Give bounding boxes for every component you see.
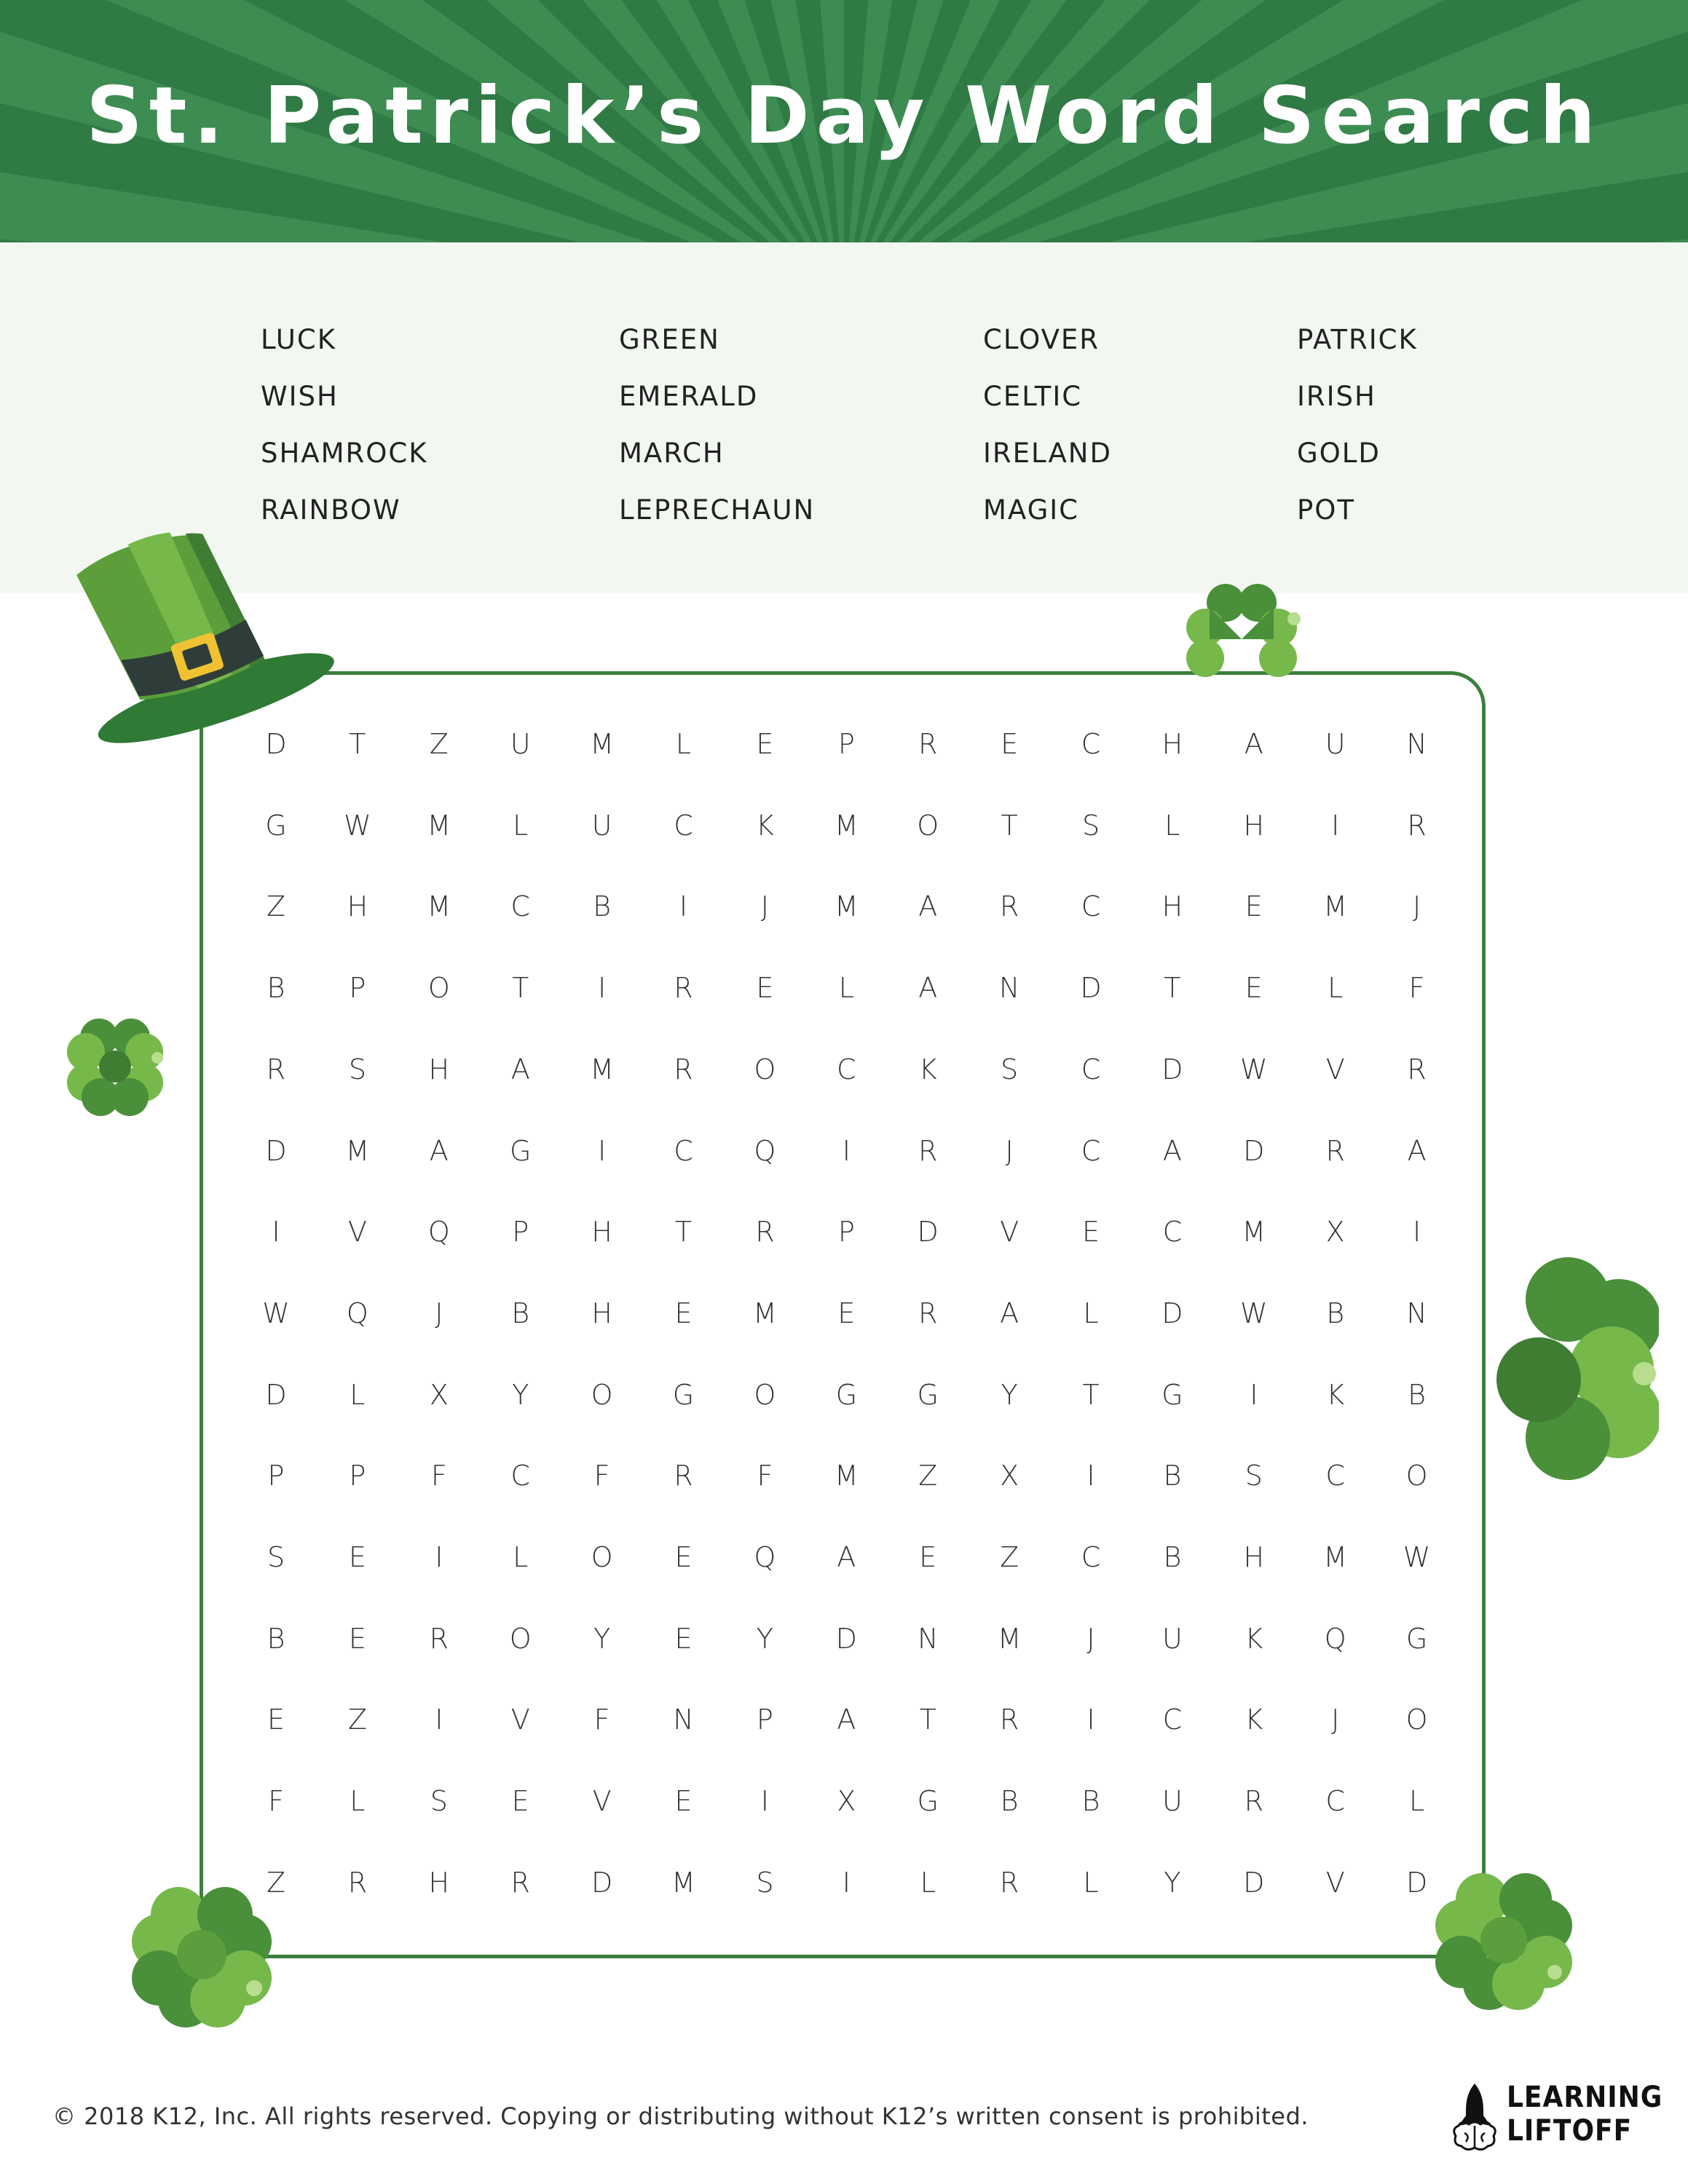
grid-letter: O [1405,1704,1428,1736]
grid-letter: R [918,1134,938,1167]
grid-letter: W [1403,1541,1431,1573]
grid-letter: S [1081,809,1100,842]
grid-letter: H [1243,1541,1265,1573]
grid-letter: H [591,1216,612,1249]
grid-letter: I [679,890,688,923]
word-column-2 [619,312,815,539]
grid-letter: H [1162,890,1183,923]
grid-letter: D [1162,1297,1183,1329]
grid-letter: D [835,1622,857,1655]
grid-letter: C [837,1053,856,1085]
grid-letter: B [267,1622,285,1655]
clover-icon [1165,568,1318,677]
grid-letter: O [591,1378,613,1411]
grid-letter: S [430,1785,448,1818]
grid-letter: E [837,1297,856,1329]
grid-letter: C [1081,890,1101,923]
grid-letter: U [510,728,531,760]
clover-icon [57,1008,173,1125]
grid-letter: E [919,1541,937,1573]
grid-letter: S [756,1866,774,1899]
grid-letter: F [268,1785,284,1818]
grid-letter: D [265,1378,287,1411]
grid-letter: I [435,1704,443,1736]
grid-letter: B [511,1297,530,1329]
grid-letter: Q [427,1216,450,1249]
grid-letter: U [1162,1622,1183,1655]
grid-letter: M [834,890,859,923]
grid-letter: E [1245,890,1263,923]
grid-letter: R [1244,1785,1263,1818]
grid-letter: T [1001,809,1018,842]
grid-letter: D [1162,1053,1183,1085]
grid-letter: E [348,1541,366,1573]
grid-letter: M [590,728,614,760]
grid-letter: U [1162,1785,1183,1818]
grid-letter: S [348,1053,366,1085]
grid-letter: C [1162,1704,1183,1736]
grid-letter: M [427,890,451,923]
grid-letter: M [834,809,859,842]
grid-letter: P [349,1460,366,1492]
grid-letter: Q [1324,1622,1346,1655]
grid-letter: S [267,1541,285,1573]
clover-icon [125,1878,278,2031]
grid-letter: P [512,1216,529,1249]
grid-letter: A [1407,1134,1427,1167]
word-column-1 [261,312,427,539]
word-item: IRISH [1297,381,1376,412]
grid-letter: G [1405,1622,1428,1655]
grid-letter: E [348,1622,366,1655]
brand-line-1: LEARNING [1507,2081,1663,2114]
grid-letter: J [1086,1622,1095,1655]
grid-letter: I [272,1216,280,1249]
grid-letter: G [1162,1378,1183,1411]
grid-letter: K [1326,1378,1345,1411]
grid-letter: V [510,1704,530,1736]
grid-letter: L [1083,1866,1099,1899]
grid-letter: R [674,1460,693,1492]
grid-letter: G [835,1378,858,1411]
grid-letter: I [760,1785,769,1818]
grid-letter: R [1325,1134,1345,1167]
word-column-4 [1297,312,1418,539]
grid-letter: R [755,1216,775,1249]
word-item: CLOVER [983,324,1100,355]
grid-letter: F [1408,972,1425,1005]
grid-letter: N [917,1622,939,1655]
grid-letter: R [510,1866,530,1899]
grid-letter: Z [1000,1541,1019,1573]
grid-letter: H [347,890,368,923]
grid-letter: I [842,1866,851,1899]
grid-letter: D [1405,1866,1428,1899]
grid-letter: T [1082,1378,1100,1411]
grid-letter: A [918,890,938,923]
grid-letter: R [674,972,693,1005]
grid-letter: E [756,972,774,1005]
brand-wordmark [1507,2081,1663,2148]
grid-letter: Q [346,1297,368,1329]
grid-letter: B [1163,1460,1182,1492]
grid-letter: A [837,1704,856,1736]
grid-letter: L [350,1785,366,1818]
grid-letter: N [1406,1297,1427,1329]
grid-letter: I [1412,1216,1421,1249]
grid-letter: R [674,1053,693,1085]
grid-letter: H [591,1297,612,1329]
grid-letter: E [1081,1216,1100,1249]
grid-letter: N [1406,728,1427,760]
grid-letter: M [345,1134,370,1167]
grid-letter: A [918,972,938,1005]
grid-letter: I [842,1134,851,1167]
grid-letter: I [435,1541,443,1573]
grid-letter: P [837,728,855,760]
grid-letter: C [1325,1460,1345,1492]
grid-letter: F [593,1460,610,1492]
grid-letter: C [1162,1216,1183,1249]
grid-letter: I [597,1134,607,1167]
grid-letter: O [591,1541,613,1573]
grid-letter: L [838,972,854,1005]
grid-letter: L [513,1541,529,1573]
grid-letter: J [1412,890,1421,923]
grid-letter: R [1407,809,1427,842]
word-item: EMERALD [619,381,759,412]
grid-letter: D [1243,1866,1265,1899]
grid-letter: L [1083,1297,1099,1329]
grid-letter: P [756,1704,773,1736]
grid-letter: I [1331,809,1340,842]
grid-letter: D [265,728,287,760]
grid-letter: H [428,1053,450,1085]
grid-letter: B [267,972,285,1005]
grid-letter: O [754,1378,776,1411]
grid-letter: O [917,809,939,842]
grid-letter: C [674,809,693,842]
grid-letter: V [1000,1216,1019,1249]
grid-letter: Y [756,1622,773,1655]
grid-letter: M [1323,890,1348,923]
grid-letter: Y [1164,1866,1181,1899]
grid-letter: A [429,1134,449,1167]
header-banner [0,0,1688,242]
grid-letter: L [920,1866,936,1899]
page-title: St. Patrick’s Day Word Search [86,71,1602,162]
grid-letter: Q [754,1134,776,1167]
grid-letter: K [1245,1704,1263,1736]
grid-letter: K [918,1053,937,1085]
word-item: CELTIC [983,381,1083,412]
grid-letter: D [1080,972,1102,1005]
grid-letter: T [674,1216,693,1249]
word-item: SHAMROCK [261,438,428,469]
grid-letter: I [1086,1460,1095,1492]
grid-letter: R [918,1297,938,1329]
grid-letter: L [513,809,529,842]
grid-letter: C [1081,1134,1101,1167]
grid-letter: C [1081,1053,1101,1085]
word-item: MAGIC [983,494,1080,526]
grid-letter: C [1081,728,1101,760]
grid-letter: A [510,1053,530,1085]
grid-letter: M [671,1866,695,1899]
grid-letter: E [511,1785,529,1818]
word-item: PATRICK [1297,324,1418,355]
grid-letter: M [834,1460,859,1492]
grid-letter: I [1250,1378,1258,1411]
grid-letter: M [1242,1216,1266,1249]
grid-letter: J [1005,1134,1014,1167]
grid-letter: Q [754,1541,776,1573]
grid-letter: D [917,1216,939,1249]
grid-letter: X [1000,1460,1019,1492]
grid-letter: V [1325,1053,1345,1085]
copyright-notice: © 2018 K12, Inc. All rights reserved. Copying or distributing without K12’s written consent is prohibited. [52,2102,1309,2130]
grid-letter: R [347,1866,368,1899]
grid-letter: V [592,1785,612,1818]
grid-letter: G [917,1378,939,1411]
word-item: WISH [261,381,339,412]
grid-letter: M [590,1053,614,1085]
grid-letter: D [591,1866,613,1899]
grid-letter: R [999,1704,1019,1736]
grid-letter: S [1001,1053,1019,1085]
grid-letter: X [837,1785,856,1818]
grid-letter: R [999,890,1019,923]
grid-letter: G [917,1785,939,1818]
grid-letter: W [262,1297,290,1329]
grid-letter: Z [266,1866,286,1899]
grid-letter: Z [429,728,449,760]
word-item: LUCK [261,324,336,355]
grid-letter: Z [918,1460,938,1492]
grid-letter: G [265,809,287,842]
grid-letter: M [752,1297,777,1329]
grid-letter: S [1245,1460,1263,1492]
grid-letter: L [1164,809,1180,842]
grid-letter: M [1323,1541,1348,1573]
grid-letter: L [350,1378,366,1411]
grid-letter: Z [266,890,286,923]
grid-letter: H [1162,728,1183,760]
grid-letter: D [1243,1134,1265,1167]
word-item: RAINBOW [261,494,401,526]
brand-line-2: LIFTOFF [1507,2114,1633,2148]
grid-letter: I [597,972,607,1005]
grid-letter: P [837,1216,855,1249]
leprechaun-hat-icon [73,510,335,764]
grid-letter: B [1326,1297,1345,1329]
grid-letter: A [1000,1297,1019,1329]
grid-letter: G [509,1134,532,1167]
grid-letter: T [512,972,529,1005]
grid-letter: C [510,890,530,923]
grid-letter: M [997,1622,1022,1655]
grid-letter: G [672,1378,695,1411]
grid-letter: O [1405,1460,1428,1492]
grid-letter: C [1325,1785,1345,1818]
grid-letter: B [1163,1541,1182,1573]
word-item: POT [1297,494,1356,526]
grid-letter: O [427,972,450,1005]
grid-letter: F [430,1460,447,1492]
grid-letter: D [265,1134,287,1167]
grid-letter: Y [1001,1378,1018,1411]
grid-letter: X [1325,1216,1345,1249]
grid-letter: R [999,1866,1019,1899]
grid-letter: U [591,809,612,842]
grid-letter: C [510,1460,530,1492]
grid-letter: J [1331,1704,1340,1736]
grid-letter: C [1081,1541,1101,1573]
grid-letter: L [675,728,692,760]
rocket-brain-logo-icon [1446,2081,1504,2153]
grid-letter: R [1407,1053,1427,1085]
grid-letter: L [1409,1785,1425,1818]
grid-letter: N [673,1704,694,1736]
grid-letter: K [1245,1622,1263,1655]
grid-letter: T [919,1704,936,1736]
grid-letter: O [754,1053,776,1085]
word-item: IRELAND [983,438,1112,469]
grid-letter: W [1240,1053,1268,1085]
grid-letter: E [674,1541,693,1573]
grid-letter: E [267,1704,285,1736]
grid-letter: Y [512,1378,529,1411]
learning-liftoff-logo [1446,2081,1663,2153]
grid-letter: K [755,809,774,842]
grid-letter: C [674,1134,693,1167]
grid-letter: P [267,1460,285,1492]
grid-letter: N [998,972,1020,1005]
grid-letter: B [1408,1378,1427,1411]
word-item: MARCH [619,438,725,469]
word-item: GREEN [619,324,720,355]
grid-letter: E [674,1622,693,1655]
grid-letter: T [349,728,366,760]
grid-letter: A [1162,1134,1182,1167]
grid-letter: R [918,728,938,760]
grid-letter: F [593,1704,610,1736]
grid-letter: Y [593,1622,611,1655]
grid-letter: A [837,1541,856,1573]
grid-letter: B [1081,1785,1100,1818]
grid-letter: E [756,728,774,760]
grid-letter: H [1243,809,1265,842]
grid-letter: V [1325,1866,1345,1899]
grid-letter: E [674,1785,693,1818]
grid-letter: B [1000,1785,1019,1818]
clover-icon [1477,1241,1659,1481]
grid-letter: Z [347,1704,367,1736]
grid-letter: A [1244,728,1263,760]
word-item: GOLD [1297,438,1381,469]
grid-letter: U [1325,728,1346,760]
grid-letter: E [674,1297,693,1329]
word-item: LEPRECHAUN [619,494,816,526]
grid-letter: E [1245,972,1263,1005]
grid-letter: J [760,890,769,923]
grid-letter: H [428,1866,450,1899]
clover-icon [1427,1864,1580,2017]
grid-letter: W [1240,1297,1268,1329]
grid-letter: P [349,972,366,1005]
word-column-3 [983,312,1112,539]
grid-letter: R [266,1053,286,1085]
grid-letter: F [757,1460,773,1492]
grid-letter: I [1086,1704,1095,1736]
grid-letter: L [1328,972,1344,1005]
grid-letter: R [429,1622,449,1655]
grid-letter: X [429,1378,449,1411]
grid-letter: M [427,809,451,842]
grid-letter: B [593,890,612,923]
grid-letter: E [1001,728,1019,760]
grid-letter: V [347,1216,367,1249]
grid-letter: T [1164,972,1181,1005]
grid-letter: O [509,1622,532,1655]
grid-letter: J [435,1297,443,1329]
grid-letter: W [344,809,371,842]
word-search-grid-frame [200,671,1486,1958]
